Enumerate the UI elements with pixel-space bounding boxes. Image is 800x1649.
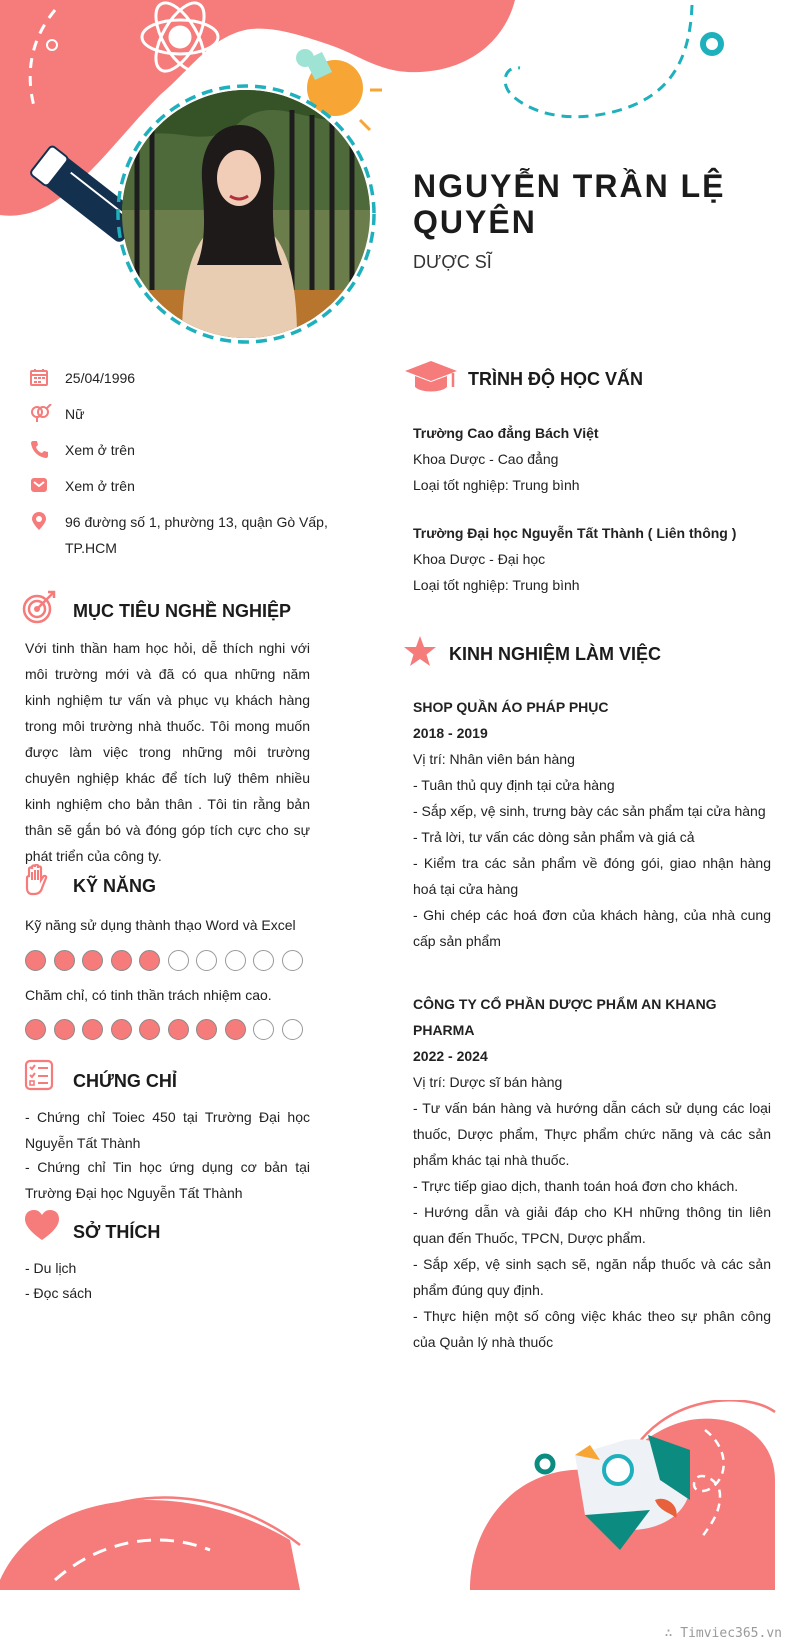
- job-duty: - Kiểm tra các sản phẩm về đóng gói, giao nhận hàng hoá tại cửa hàng: [413, 855, 771, 897]
- certificate-line: - Chứng chỉ Tin học ứng dụng cơ bản tại Trường Đại học Nguyễn Tất Thành: [25, 1159, 310, 1201]
- rating-dot-empty: [253, 950, 274, 971]
- job-period: 2018 - 2019: [413, 725, 488, 741]
- certificates-title: CHỨNG CHỈ: [73, 1071, 177, 1091]
- hobby-item: - Đọc sách: [25, 1285, 92, 1301]
- job-position: Vị trí: Nhân viên bán hàng: [413, 751, 575, 767]
- address-text: 96 đường số 1, phường 13, quận Gò Vấp, TP.HCM: [65, 514, 328, 556]
- rating-dot-filled: [139, 950, 160, 971]
- faculty: Khoa Dược - Đại học: [413, 551, 546, 567]
- job-entry: [413, 991, 771, 1355]
- rating-dot-filled: [111, 1019, 132, 1040]
- school-name: Trường Đại học Nguyễn Tất Thành ( Liên thông ): [413, 525, 737, 541]
- candidate-name: NGUYỄN TRẦN LỆ QUYÊN: [413, 168, 726, 240]
- target-icon: [22, 590, 56, 624]
- rating-dot-filled: [168, 1019, 189, 1040]
- rating-dot-filled: [82, 1019, 103, 1040]
- experience-title: KINH NGHIỆM LÀM VIỆC: [449, 644, 662, 664]
- job-entry: [413, 694, 771, 954]
- job-title: DƯỢC SĨ: [413, 252, 492, 272]
- certificate-line: - Chứng chỉ Toiec 450 tại Trường Đại học Nguyễn Tất Thành: [25, 1109, 310, 1151]
- job-period: 2022 - 2024: [413, 1048, 488, 1064]
- phone-text: Xem ở trên: [65, 442, 135, 458]
- skill-label: Kỹ năng sử dụng thành thạo Word và Excel: [25, 917, 296, 933]
- job-duty: - Hướng dẫn và giải đáp cho KH những thông tin liên quan đến Thuốc, TPCN, Dược phẩm.: [413, 1204, 771, 1246]
- skill-rating: [25, 1019, 303, 1043]
- rating-dot-filled: [54, 1019, 75, 1040]
- job-duty: - Sắp xếp, vệ sinh sạch sẽ, ngăn nắp thuốc và các sản phẩm đúng quy định.: [413, 1256, 771, 1298]
- education-title: TRÌNH ĐỘ HỌC VẤN: [468, 369, 643, 389]
- gender-icon: [30, 404, 52, 422]
- job-duty: - Sắp xếp, vệ sinh, trưng bày các sản phẩm tại cửa hàng: [413, 803, 766, 819]
- star-icon: [403, 635, 437, 669]
- job-duty: - Trực tiếp giao dịch, thanh toán hoá đơn cho khách.: [413, 1178, 739, 1194]
- career-goal-text: Với tinh thần ham học hỏi, dễ thích nghi với môi trường mới và đã có qua những năm kinh nghiệm tư vấn và phục vụ khách hàng trong môi trường nhà thuốc. Tôi mong muốn được làm việc trong những môi trường chuyên nghiệp khác để tích luỹ thêm nhiều kinh nghiệm cho bản thân . Tôi tin rằng bản thân sẽ gắn bó và đóng góp tích cực cho sự phát triển của công ty.: [25, 640, 310, 864]
- job-position: Vị trí: Dược sĩ bán hàng: [413, 1074, 563, 1090]
- footer-decoration: [0, 1400, 800, 1620]
- company-name: SHOP QUẦN ÁO PHÁP PHỤC: [413, 699, 609, 715]
- graduation-grade: Loại tốt nghiệp: Trung bình: [413, 577, 580, 593]
- rating-dot-filled: [139, 1019, 160, 1040]
- calendar-icon: [30, 368, 48, 386]
- job-duty: - Tuân thủ quy định tại cửa hàng: [413, 777, 615, 793]
- hobbies-title: SỞ THÍCH: [73, 1222, 161, 1242]
- rating-dot-empty: [168, 950, 189, 971]
- rating-dot-filled: [54, 950, 75, 971]
- graduation-cap-icon: [403, 359, 459, 395]
- company-name: CÔNG TY CỔ PHẦN DƯỢC PHẨM AN KHANG PHARMA: [413, 996, 717, 1038]
- hobby-item: - Du lịch: [25, 1260, 77, 1276]
- education-entry: [413, 420, 771, 498]
- rating-dot-empty: [225, 950, 246, 971]
- birthdate-text: 25/04/1996: [65, 370, 136, 386]
- rating-dot-filled: [25, 1019, 46, 1040]
- job-duty: - Ghi chép các hoá đơn của khách hàng, của nhà cung cấp sản phẩm: [413, 907, 771, 949]
- rating-dot-empty: [282, 950, 303, 971]
- heart-icon: [24, 1209, 60, 1241]
- job-duty: - Trả lời, tư vấn các dòng sản phẩm và giá cả: [413, 829, 695, 845]
- skill-rating: [25, 950, 303, 974]
- graduation-grade: Loại tốt nghiệp: Trung bình: [413, 477, 580, 493]
- rating-dot-empty: [196, 950, 217, 971]
- rating-dot-empty: [253, 1019, 274, 1040]
- school-name: Trường Cao đẳng Bách Việt: [413, 425, 599, 441]
- rating-dot-empty: [282, 1019, 303, 1040]
- rating-dot-filled: [111, 950, 132, 971]
- skills-title: KỸ NĂNG: [73, 876, 157, 896]
- avatar: [122, 90, 370, 338]
- phone-icon: [30, 440, 48, 458]
- rating-dot-filled: [225, 1019, 246, 1040]
- rating-dot-filled: [25, 950, 46, 971]
- skill-label: Chăm chỉ, có tinh thần trách nhiệm cao.: [25, 987, 272, 1003]
- email-text: Xem ở trên: [65, 478, 135, 494]
- checklist-icon: [24, 1059, 54, 1091]
- email-icon: [30, 476, 48, 494]
- faculty: Khoa Dược - Cao đẳng: [413, 451, 559, 467]
- rating-dot-filled: [82, 950, 103, 971]
- hand-icon: [24, 864, 50, 896]
- job-duty: - Tư vấn bán hàng và hướng dẫn cách sử dụng các loại thuốc, Dược phẩm, Thực phẩm chức năng và các sản phẩm khác tại nhà thuốc.: [413, 1100, 771, 1168]
- rating-dot-filled: [196, 1019, 217, 1040]
- location-pin-icon: [30, 512, 48, 530]
- job-duty: - Thực hiện một số công việc khác theo sự phân công của Quản lý nhà thuốc: [413, 1308, 771, 1350]
- watermark: ∴ Timviec365.vn: [664, 1626, 782, 1641]
- gender-text: Nữ: [65, 406, 85, 422]
- career-goal-title: MỤC TIÊU NGHỀ NGHIỆP: [73, 601, 292, 621]
- education-entry: [413, 520, 771, 598]
